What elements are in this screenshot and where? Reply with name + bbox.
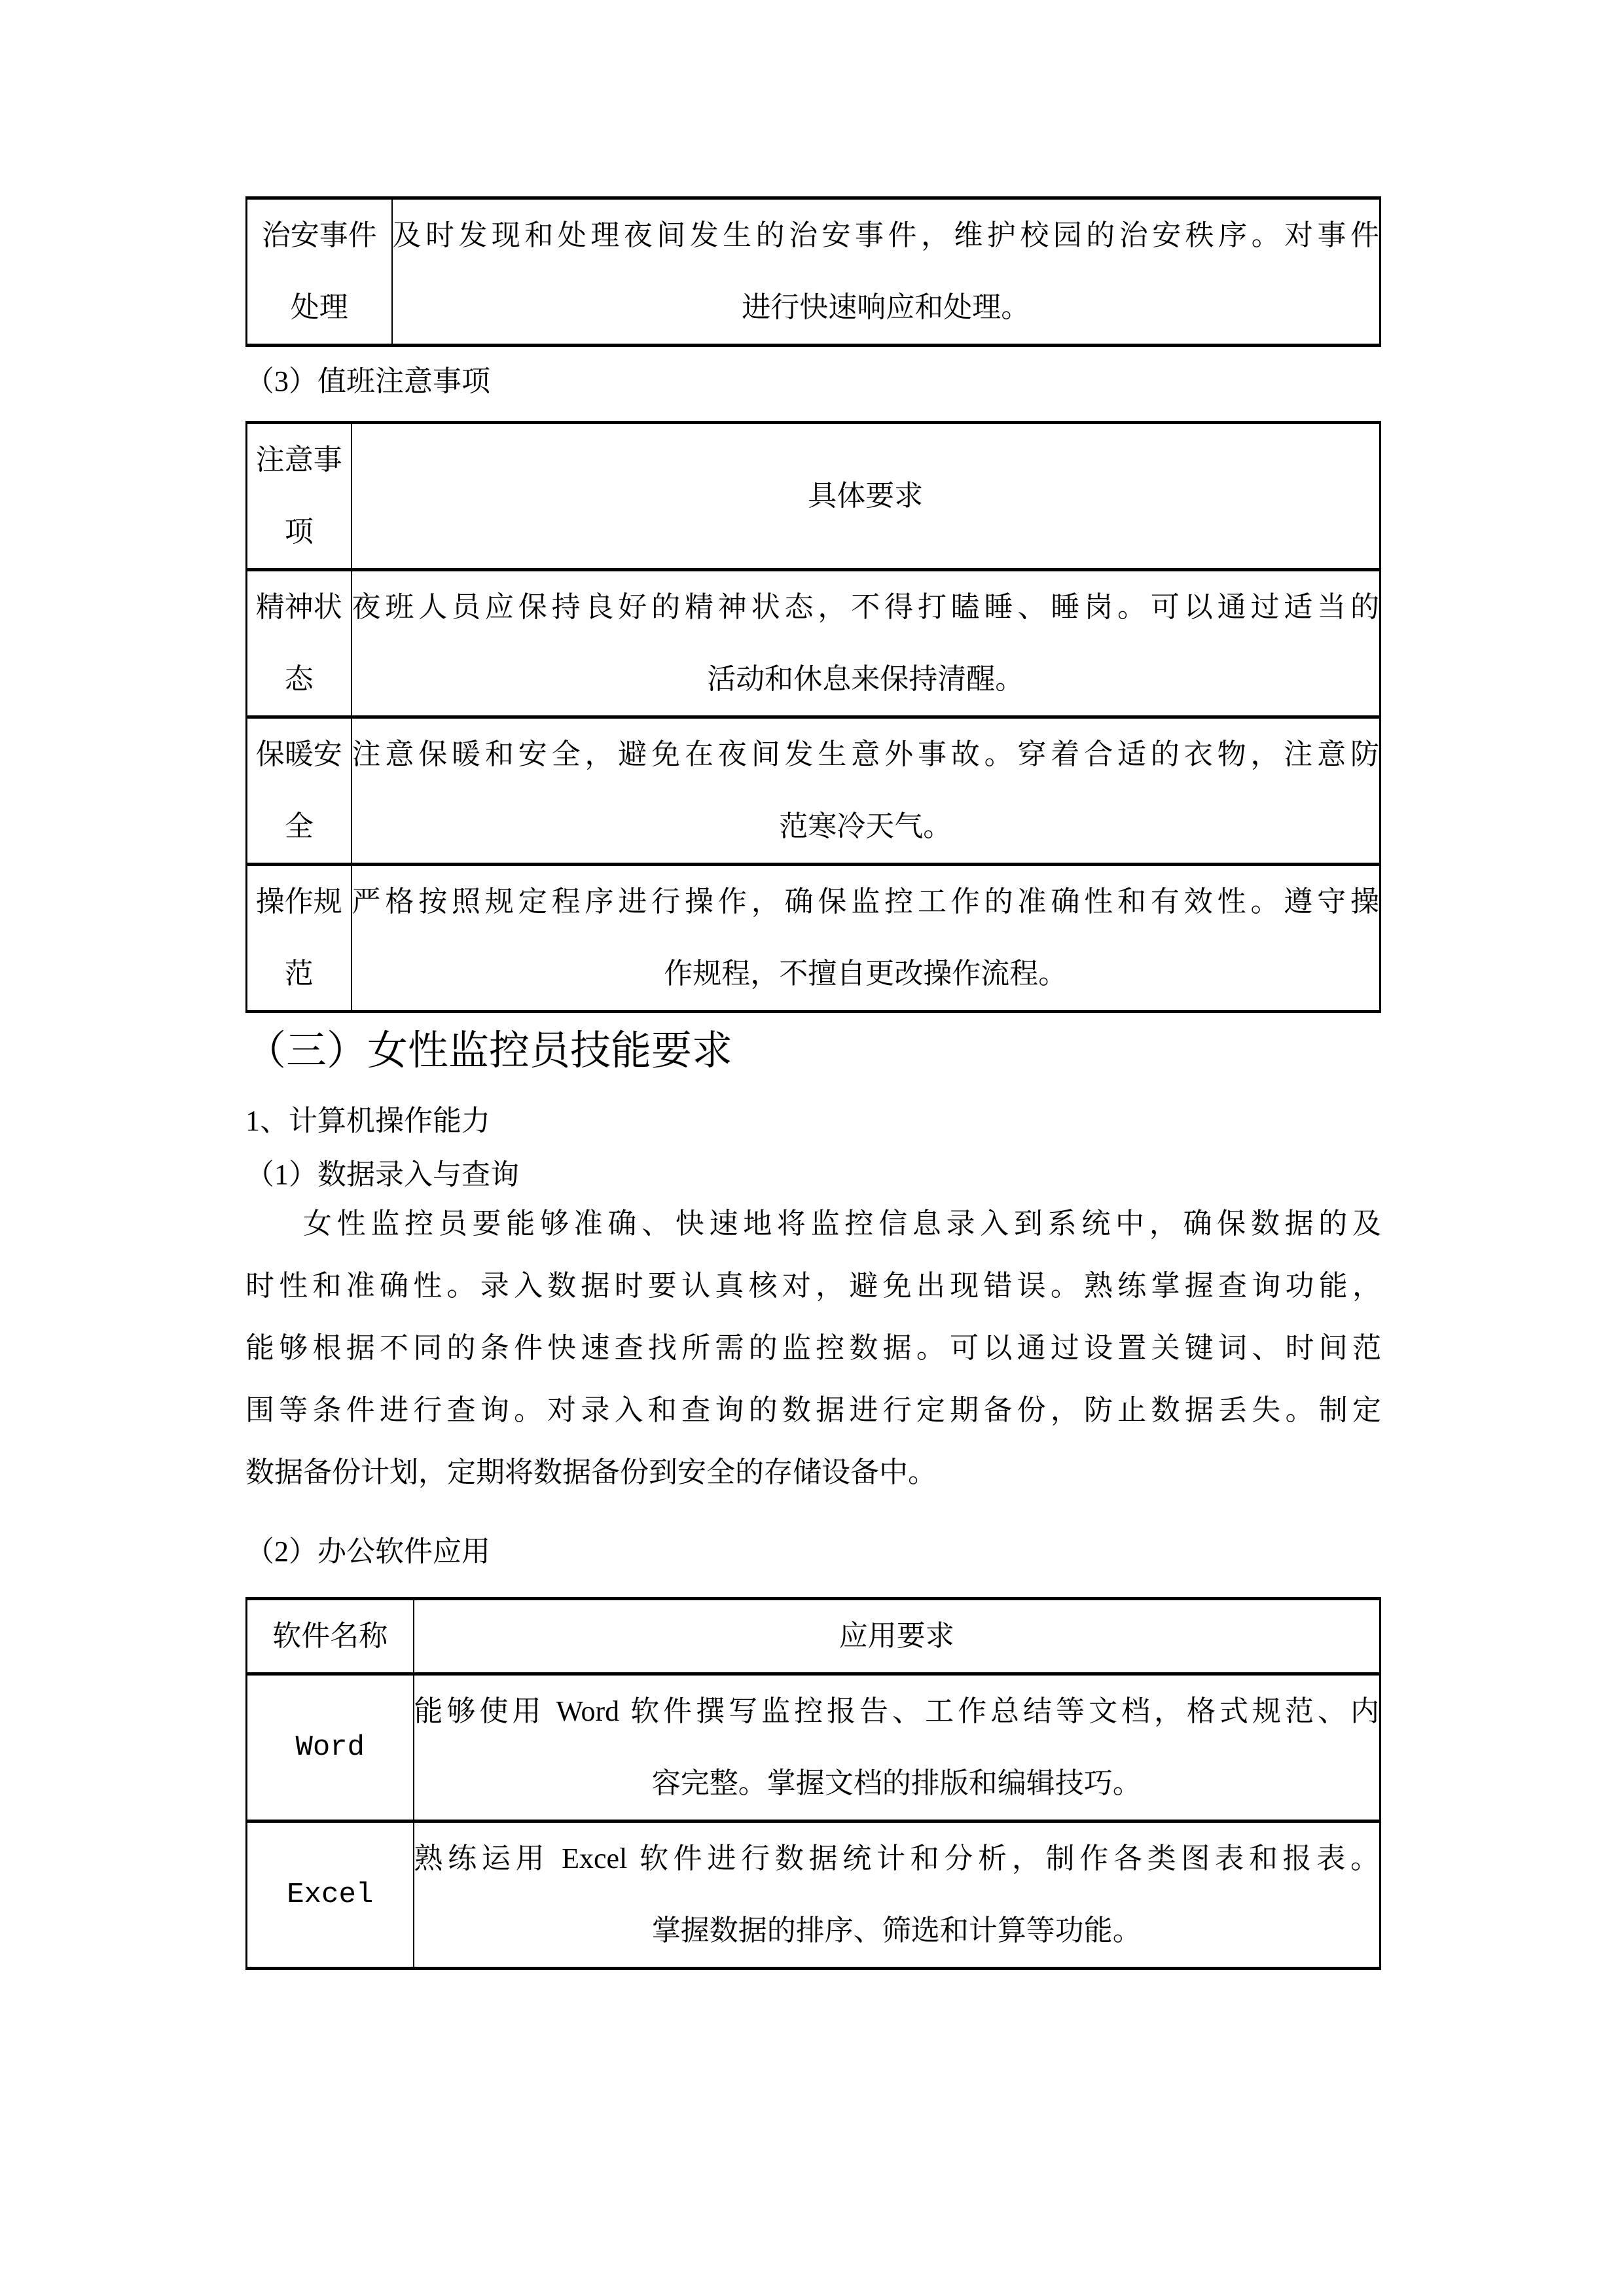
table-row <box>247 1674 1380 1821</box>
sub1-2-heading: （2）办公软件应用 <box>245 1535 490 1568</box>
sub1-heading: 1、计算机操作能力 <box>245 1105 490 1137</box>
incident-table <box>245 196 1381 347</box>
precautions-header-label-line2: 项 <box>284 516 314 548</box>
excel-content-line1: 熟练运用 Excel 软件进行数据统计和分析，制作各类图表和报表。 <box>414 1842 1379 1874</box>
software-header-label: 软件名称 <box>272 1620 388 1652</box>
warmth-label-line1: 保暖安 <box>255 738 342 770</box>
precautions-header-label-line1: 注意事 <box>255 444 342 476</box>
incident-content-cell <box>392 198 1380 346</box>
table-header-row <box>247 423 1380 570</box>
procedure-content-line2: 作规程，不擅自更改操作流程。 <box>664 958 1068 990</box>
incident-content-line2: 进行快速响应和处理。 <box>742 291 1030 323</box>
table-row <box>247 1821 1380 1969</box>
warmth-label-cell <box>247 717 352 865</box>
precautions-table <box>245 421 1381 1013</box>
word-content-line2: 容完整。掌握文档的排版和编辑技巧。 <box>651 1767 1142 1799</box>
paragraph-line: 数据备份计划，定期将数据备份到安全的存储设备中。 <box>245 1456 937 1488</box>
word-content-cell <box>414 1674 1380 1821</box>
incident-label-line1: 治安事件 <box>261 219 377 251</box>
table-row <box>247 198 1380 346</box>
table-row <box>247 865 1380 1012</box>
warmth-content-line2: 范寒冷天气。 <box>779 810 952 842</box>
spirit-content-cell <box>352 570 1380 717</box>
software-header-content-cell <box>414 1599 1380 1674</box>
spirit-content-line2: 活动和休息来保持清醒。 <box>707 663 1024 695</box>
data-entry-paragraph <box>245 1193 1381 1503</box>
excel-label: Excel <box>287 1878 374 1911</box>
precautions-header-content-cell <box>352 423 1380 570</box>
spirit-label-line1: 精神状 <box>255 591 342 623</box>
incident-label-cell <box>247 198 392 346</box>
duty-notes-heading: （3）值班注意事项 <box>245 365 490 397</box>
incident-table-grid <box>245 196 1381 347</box>
warmth-label-line2: 全 <box>284 810 314 842</box>
excel-label-cell <box>247 1821 414 1969</box>
table-header-row <box>247 1599 1380 1674</box>
procedure-content-line1: 严格按照规定程序进行操作，确保监控工作的准确性和有效性。遵守操 <box>352 886 1379 918</box>
software-table-grid <box>245 1597 1381 1970</box>
table-row <box>247 570 1380 717</box>
software-table <box>245 1597 1381 1970</box>
software-header-content: 应用要求 <box>839 1620 954 1652</box>
software-header-label-cell <box>247 1599 414 1674</box>
sub1-1-heading: （1）数据录入与查询 <box>245 1158 519 1191</box>
section3-heading: （三）女性监控员技能要求 <box>245 1029 733 1073</box>
procedure-label-line1: 操作规 <box>255 886 342 918</box>
incident-content-line1: 及时发现和处理夜间发生的治安事件，维护校园的治安秩序。对事件 <box>392 219 1379 251</box>
paragraph-line: 时性和准确性。录入数据时要认真核对，避免出现错误。熟练掌握查询功能， <box>245 1270 1381 1302</box>
procedure-label-line2: 范 <box>284 958 314 990</box>
word-label: Word <box>295 1731 365 1764</box>
procedure-label-cell <box>247 865 352 1012</box>
precautions-table-grid <box>245 421 1381 1013</box>
word-content-line1: 能够使用 Word 软件撰写监控报告、工作总结等文档，格式规范、内 <box>414 1695 1379 1727</box>
paragraph-line: 围等条件进行查询。对录入和查询的数据进行定期备份，防止数据丢失。制定 <box>245 1394 1381 1426</box>
procedure-content-cell <box>352 865 1380 1012</box>
word-label-cell <box>247 1674 414 1821</box>
paragraph-line: 能够根据不同的条件快速查找所需的监控数据。可以通过设置关键词、时间范 <box>245 1332 1381 1364</box>
spirit-content-line1: 夜班人员应保持良好的精神状态，不得打瞌睡、睡岗。可以通过适当的 <box>352 591 1379 623</box>
precautions-header-content: 具体要求 <box>808 480 924 512</box>
spirit-label-line2: 态 <box>284 663 314 695</box>
spirit-label-cell <box>247 570 352 717</box>
precautions-header-label-cell <box>247 423 352 570</box>
warmth-content-line1: 注意保暖和安全，避免在夜间发生意外事故。穿着合适的衣物，注意防 <box>352 738 1379 770</box>
excel-content-line2: 掌握数据的排序、筛选和计算等功能。 <box>651 1914 1142 1946</box>
warmth-content-cell <box>352 717 1380 865</box>
excel-content-cell <box>414 1821 1380 1969</box>
paragraph-line: 女性监控员要能够准确、快速地将监控信息录入到系统中，确保数据的及 <box>303 1208 1381 1240</box>
table-row <box>247 717 1380 865</box>
incident-label-line2: 处理 <box>290 291 348 323</box>
